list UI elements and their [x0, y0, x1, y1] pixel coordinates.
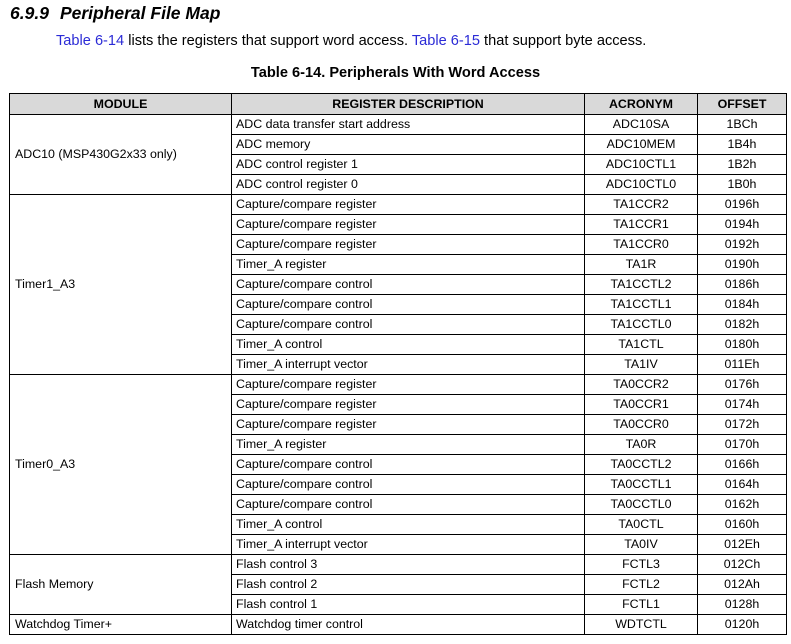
acronym-cell: TA1CCTL2: [585, 275, 698, 295]
register-description-cell: ADC control register 1: [232, 155, 585, 175]
register-description-cell: Flash control 1: [232, 595, 585, 615]
offset-cell: 0192h: [698, 235, 787, 255]
register-description-cell: Capture/compare register: [232, 195, 585, 215]
register-description-cell: Capture/compare register: [232, 235, 585, 255]
acronym-cell: TA0CCR1: [585, 395, 698, 415]
table-caption: Table 6-14. Peripherals With Word Access: [250, 65, 541, 81]
table-row: [10, 375, 787, 395]
offset-cell: 0194h: [698, 215, 787, 235]
acronym-cell: TA1IV: [585, 355, 698, 375]
module-cell: Flash Memory: [10, 555, 232, 615]
offset-cell: 0174h: [698, 395, 787, 415]
register-description-cell: Timer_A interrupt vector: [232, 535, 585, 555]
table-row: [10, 615, 787, 635]
register-description-cell: Timer_A control: [232, 335, 585, 355]
offset-cell: 0184h: [698, 295, 787, 315]
register-description-cell: Capture/compare control: [232, 315, 585, 335]
register-description-cell: Timer_A register: [232, 435, 585, 455]
acronym-cell: TA1CCR2: [585, 195, 698, 215]
intro-text-1: lists the registers that support word access.: [124, 33, 412, 49]
offset-cell: 0164h: [698, 475, 787, 495]
register-description-cell: Capture/compare register: [232, 215, 585, 235]
offset-cell: 0162h: [698, 495, 787, 515]
register-description-cell: Capture/compare control: [232, 455, 585, 475]
acronym-cell: TA1CCR0: [585, 235, 698, 255]
acronym-cell: FCTL1: [585, 595, 698, 615]
offset-cell: 0172h: [698, 415, 787, 435]
offset-cell: 0182h: [698, 315, 787, 335]
intro-text-2: that support byte access.: [480, 33, 647, 49]
acronym-cell: TA0CCR2: [585, 375, 698, 395]
register-description-cell: ADC data transfer start address: [232, 115, 585, 135]
acronym-cell: TA0CTL: [585, 515, 698, 535]
section-heading: [10, 3, 220, 24]
offset-cell: 011Eh: [698, 355, 787, 375]
header-module: MODULE: [10, 94, 232, 115]
offset-cell: 1B4h: [698, 135, 787, 155]
register-description-cell: Flash control 3: [232, 555, 585, 575]
section-title: Peripheral File Map: [59, 3, 221, 23]
offset-cell: 0128h: [698, 595, 787, 615]
acronym-cell: TA1CTL: [585, 335, 698, 355]
header-row: [10, 94, 787, 115]
register-description-cell: Capture/compare control: [232, 295, 585, 315]
module-cell: Timer0_A3: [10, 375, 232, 555]
header-acronym: ACRONYM: [585, 94, 698, 115]
acronym-cell: TA0CCTL1: [585, 475, 698, 495]
acronym-cell: FCTL3: [585, 555, 698, 575]
acronym-cell: TA0R: [585, 435, 698, 455]
register-description-cell: ADC control register 0: [232, 175, 585, 195]
acronym-cell: TA1CCR1: [585, 215, 698, 235]
table-body: [10, 115, 787, 635]
offset-cell: 0120h: [698, 615, 787, 635]
offset-cell: 0176h: [698, 375, 787, 395]
offset-cell: 0190h: [698, 255, 787, 275]
register-description-cell: Capture/compare control: [232, 275, 585, 295]
offset-cell: 012Ch: [698, 555, 787, 575]
offset-cell: 012Eh: [698, 535, 787, 555]
table-row: [10, 195, 787, 215]
acronym-cell: TA0CCR0: [585, 415, 698, 435]
module-cell: Watchdog Timer+: [10, 615, 232, 635]
offset-cell: 0186h: [698, 275, 787, 295]
offset-cell: 0166h: [698, 455, 787, 475]
register-description-cell: Timer_A control: [232, 515, 585, 535]
offset-cell: 0160h: [698, 515, 787, 535]
register-description-cell: Capture/compare control: [232, 495, 585, 515]
peripherals-word-access-table: [9, 93, 787, 635]
table-6-15-link[interactable]: Table 6-15: [411, 33, 480, 49]
module-cell: Timer1_A3: [10, 195, 232, 375]
offset-cell: 1B0h: [698, 175, 787, 195]
register-description-cell: Watchdog timer control: [232, 615, 585, 635]
register-description-cell: ADC memory: [232, 135, 585, 155]
acronym-cell: FCTL2: [585, 575, 698, 595]
offset-cell: 0180h: [698, 335, 787, 355]
register-description-cell: Capture/compare register: [232, 395, 585, 415]
register-description-cell: Capture/compare control: [232, 475, 585, 495]
offset-cell: 0196h: [698, 195, 787, 215]
register-description-cell: Timer_A interrupt vector: [232, 355, 585, 375]
offset-cell: 1B2h: [698, 155, 787, 175]
header-register-description: REGISTER DESCRIPTION: [232, 94, 585, 115]
register-description-cell: Capture/compare register: [232, 375, 585, 395]
table-row: [10, 555, 787, 575]
module-cell: ADC10 (MSP430G2x33 only): [10, 115, 232, 195]
acronym-cell: WDTCTL: [585, 615, 698, 635]
acronym-cell: ADC10CTL0: [585, 175, 698, 195]
register-description-cell: Capture/compare register: [232, 415, 585, 435]
acronym-cell: TA1CCTL0: [585, 315, 698, 335]
acronym-cell: ADC10MEM: [585, 135, 698, 155]
acronym-cell: ADC10CTL1: [585, 155, 698, 175]
acronym-cell: ADC10SA: [585, 115, 698, 135]
offset-cell: 1BCh: [698, 115, 787, 135]
acronym-cell: TA0IV: [585, 535, 698, 555]
acronym-cell: TA0CCTL0: [585, 495, 698, 515]
acronym-cell: TA1CCTL1: [585, 295, 698, 315]
acronym-cell: TA1R: [585, 255, 698, 275]
register-description-cell: Flash control 2: [232, 575, 585, 595]
register-description-cell: Timer_A register: [232, 255, 585, 275]
header-offset: OFFSET: [698, 94, 787, 115]
intro-paragraph: [56, 33, 646, 49]
acronym-cell: TA0CCTL2: [585, 455, 698, 475]
table-row: [10, 115, 787, 135]
section-number: 6.9.9: [10, 3, 49, 23]
offset-cell: 0170h: [698, 435, 787, 455]
table-6-14-link[interactable]: Table 6-14: [56, 33, 125, 49]
offset-cell: 012Ah: [698, 575, 787, 595]
